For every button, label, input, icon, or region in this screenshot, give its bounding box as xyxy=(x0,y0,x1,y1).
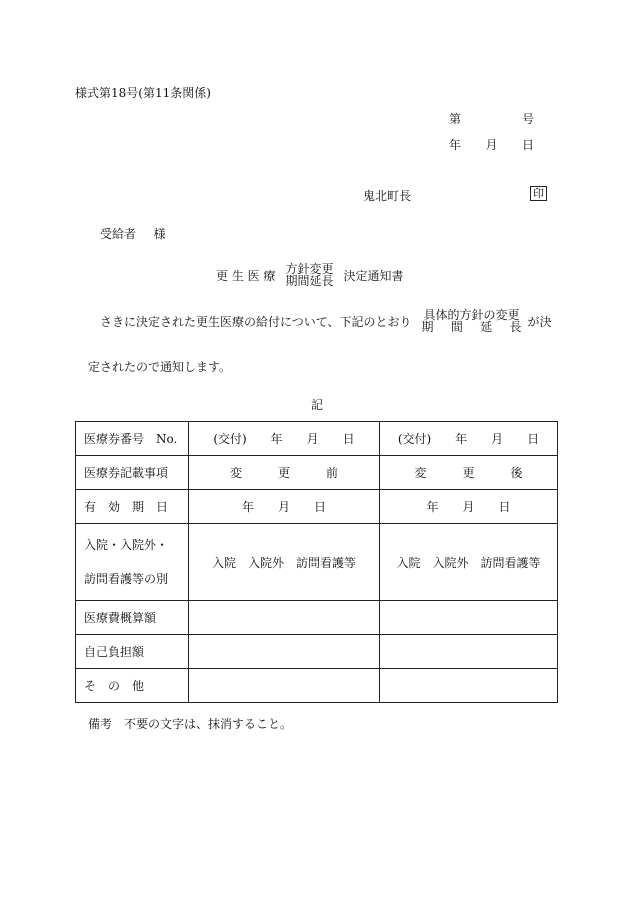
row-label: 自己負担額 xyxy=(76,635,189,669)
row-left-cell: (交付) 年 月 日 xyxy=(189,422,380,456)
note-heading: 記 xyxy=(311,398,324,412)
remarks: 備考 不要の文字は、抹消すること。 xyxy=(88,717,293,731)
date-month: 月 xyxy=(485,138,498,152)
doc-no-suffix: 号 xyxy=(521,112,534,126)
document-title xyxy=(216,262,403,288)
date-day: 日 xyxy=(521,138,534,152)
table-row xyxy=(76,635,558,669)
title-option-top: 方針変更 xyxy=(285,262,334,276)
row-right-cell: (交付) 年 月 日 xyxy=(380,422,558,456)
body-line-1 xyxy=(100,308,552,334)
row-label: 医療券番号 No. xyxy=(76,422,189,456)
form-number: 様式第18号(第11条関係) xyxy=(75,86,211,100)
doc-no-prefix: 第 xyxy=(449,112,462,126)
title-suffix: 決定通知書 xyxy=(343,268,404,283)
body-option-bottom: 期 間 延 長 xyxy=(421,320,522,334)
row-left-cell xyxy=(189,669,380,703)
table-row xyxy=(76,490,558,524)
table-row xyxy=(76,601,558,635)
row-label: 医療券記載事項 xyxy=(76,456,189,490)
row-right-cell xyxy=(380,635,558,669)
row-left-cell: 入院 入院外 訪問看護等 xyxy=(189,524,380,601)
row-label: 有 効 期 日 xyxy=(76,490,189,524)
title-option-bottom: 期間延長 xyxy=(285,274,334,288)
body-line1-end: が決 xyxy=(527,314,552,329)
row-label: 医療費概算額 xyxy=(76,601,189,635)
recipient-label: 受給者 xyxy=(100,227,137,241)
row-left-cell: 変 更 前 xyxy=(189,456,380,490)
row-label: そ の 他 xyxy=(76,669,189,703)
body-options xyxy=(422,309,522,333)
row-label xyxy=(76,524,189,601)
row-label-line2: 訪問看護等の別 xyxy=(84,572,169,586)
row-right-cell: 変 更 後 xyxy=(380,456,558,490)
table-row xyxy=(76,524,558,601)
recipient-honorific: 様 xyxy=(153,227,166,241)
row-right-cell xyxy=(380,669,558,703)
date-year: 年 xyxy=(449,138,462,152)
title-prefix: 更 生 医 療 xyxy=(216,268,276,283)
row-label-line1: 入院・入院外・ xyxy=(84,538,169,552)
issue-date xyxy=(449,136,534,153)
row-left-cell xyxy=(189,635,380,669)
issuer-name: 鬼北町長 xyxy=(363,189,412,203)
body-line-2: 定されたので通知します。 xyxy=(88,360,232,374)
body-option-top: 具体的方針の変更 xyxy=(423,308,520,322)
title-options xyxy=(285,263,333,287)
row-left-cell xyxy=(189,601,380,635)
row-right-cell: 年 月 日 xyxy=(380,490,558,524)
document-number xyxy=(449,110,534,127)
seal-mark: 印 xyxy=(530,186,547,201)
recipient xyxy=(100,225,166,242)
row-right-cell xyxy=(380,601,558,635)
table-row xyxy=(76,669,558,703)
table-row xyxy=(76,422,558,456)
row-left-cell: 年 月 日 xyxy=(189,490,380,524)
row-right-cell: 入院 入院外 訪問看護等 xyxy=(380,524,558,601)
table-row xyxy=(76,456,558,490)
details-table xyxy=(75,421,558,703)
body-line1-start: さきに決定された更生医療の給付について、下記のとおり xyxy=(100,314,412,329)
